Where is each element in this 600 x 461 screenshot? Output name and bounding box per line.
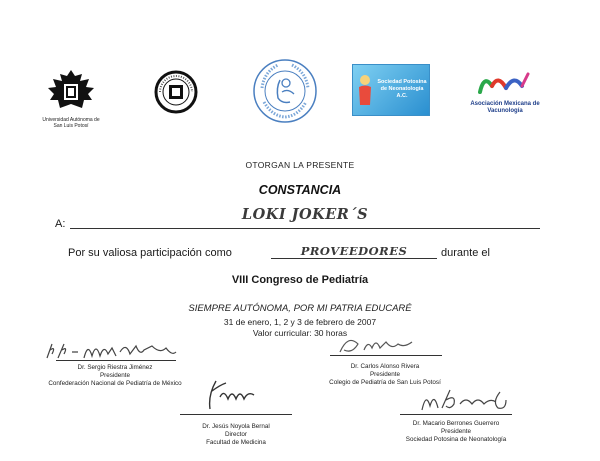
intro-text: OTORGAN LA PRESENTE [245, 160, 355, 170]
signer-1-name: Dr. Sergio Riestra Jiménez [77, 364, 153, 371]
signer-2-title: Presidente [369, 371, 401, 378]
signature-line-1 [56, 360, 176, 361]
signer-2-name: Dr. Carlos Alonso Rivera [350, 363, 420, 370]
signer-4-org: Sociedad Potosina de Neonatología [405, 436, 507, 443]
amv-caption: Asociación Mexicana de Vacunología [470, 101, 540, 114]
signer-3-org: Facultad de Medicina [206, 439, 266, 446]
recipient-name: LOKI JOKER´S [241, 206, 369, 223]
recipient-line [70, 228, 540, 229]
event-dates: 31 de enero, 1, 2 y 3 de febrero de 2007 [223, 317, 377, 327]
baby-icon [356, 73, 374, 107]
amv-logo [470, 70, 540, 120]
participation-prefix: Por su valiosa participación como [68, 247, 232, 259]
role-value: PROVEEDORES [300, 244, 408, 258]
amv-mark-icon [470, 70, 540, 96]
signature-noyola [200, 375, 260, 415]
event-name: VIII Congreso de Pediatría [231, 274, 369, 286]
signer-4-name: Dr. Macario Berrones Guerrero [412, 420, 500, 427]
signer-4-title: Presidente [440, 428, 472, 435]
facultad-seal-logo [154, 70, 198, 114]
seal-icon [154, 70, 198, 114]
signer-2-org: Colegio de Pediatría de San Luis Potosí [329, 379, 441, 386]
colegio-pediatria-logo [252, 58, 318, 124]
signer-3-name: Dr. Jesús Noyola Bernal [202, 423, 270, 430]
participation-suffix: durante el [441, 247, 490, 259]
eagle-crest-icon [42, 66, 100, 112]
signature-berrones [416, 384, 516, 416]
signer-1-title: Presidente [99, 372, 131, 379]
signature-line-4 [400, 414, 512, 415]
mother-child-icon [252, 58, 318, 124]
signer-3-title: Director [224, 431, 248, 438]
signer-3-block [156, 423, 316, 447]
motto: SIEMPRE AUTÓNOMA, POR MI PATRIA EDUCARÉ [188, 303, 412, 314]
sociedad-text: Sociedad Potosina de Neonatología A.C. [377, 79, 427, 99]
sociedad-neonatologia-logo [352, 64, 430, 116]
signature-line-3 [180, 414, 292, 415]
signature-line-2 [330, 355, 442, 356]
uaslp-logo [42, 66, 100, 129]
curricular-value: Valor curricular: 30 horas [252, 328, 348, 338]
uaslp-caption: Universidad Autónoma de San Luis Potosí [42, 117, 100, 129]
signer-1-block [20, 364, 210, 388]
signer-1-org: Confederación Nacional de Pediatría de México [48, 380, 182, 387]
to-label: A: [55, 218, 66, 230]
certificate-title: CONSTANCIA [258, 183, 342, 197]
signer-4-block [376, 420, 536, 444]
role-line [271, 258, 437, 259]
